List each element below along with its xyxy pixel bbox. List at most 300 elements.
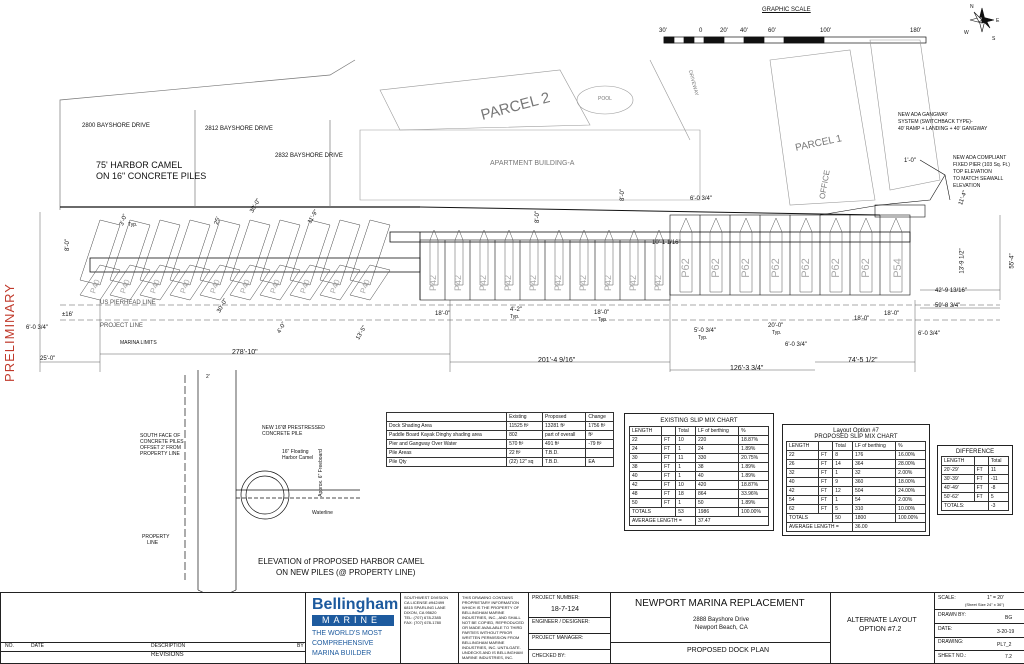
scale-tick: 180': [910, 28, 922, 34]
table-cell: FT: [974, 493, 988, 502]
table-row: [387, 431, 614, 440]
slip-label: P42: [628, 274, 639, 292]
elev-note: Waterline: [312, 510, 333, 516]
scale-tick: 0: [699, 28, 703, 34]
slip-label: P42: [578, 274, 589, 292]
rev-header: DESCRIPTION: [151, 643, 186, 649]
table-cell: -8: [988, 484, 1008, 493]
dim-label: 74'-5 1/2": [848, 357, 878, 364]
project-number-block: [528, 592, 612, 664]
project-line-label: PROJECT LINE: [100, 323, 143, 329]
totals-row: [630, 508, 769, 517]
chart-subtitle: PROPOSED SLIP MIX CHART: [814, 434, 898, 440]
project-number: 18-7-124: [551, 606, 580, 613]
elevation-title: ELEVATION of PROPOSED HARBOR CAMEL: [258, 557, 425, 566]
table-row: [387, 449, 614, 458]
table-cell: 11525 ft²: [507, 422, 543, 431]
pier-callout: FIXED PIER (103 Sq. Ft.): [953, 162, 1010, 168]
table-cell: T.B.D.: [543, 449, 586, 458]
slip-label: P62: [829, 258, 842, 278]
table-cell: FT: [819, 451, 833, 460]
dim-label: 25': [213, 216, 223, 226]
dim-label: 8'-0": [64, 239, 71, 251]
elev-note: SOUTH FACE OF: [140, 433, 181, 439]
table-cell: 364: [852, 460, 895, 469]
table-header: LENGTH: [942, 457, 975, 466]
engineer-label: ENGINEER / DESIGNER:: [532, 619, 590, 625]
slip-label: P40: [238, 278, 252, 295]
table-cell: 18.87%: [739, 436, 769, 445]
elev-note: Approx. 6" Freeboard: [317, 449, 324, 497]
proposed-slip-mix-chart: [782, 424, 930, 536]
table-header: %: [739, 427, 769, 436]
dim-label: 18'-0": [594, 310, 610, 316]
slip-label: P40: [148, 278, 162, 295]
table-cell: EA: [586, 458, 614, 467]
table-cell: 10: [676, 481, 696, 490]
table-cell: 176: [852, 451, 895, 460]
table-cell: FT: [662, 463, 676, 472]
slip-label: P42: [528, 274, 539, 292]
pier-callout: TO MATCH SEAWALL: [953, 176, 1004, 182]
elev-note: OFFSET 2' FROM: [140, 445, 181, 451]
table-row: [630, 499, 769, 508]
table-header: LF of berthing: [852, 442, 895, 451]
table-row: [387, 458, 614, 467]
table-header: Total: [676, 427, 696, 436]
table-cell: 9: [833, 478, 853, 487]
project-number-label: PROJECT NUMBER:: [532, 595, 580, 601]
table-cell: 54: [852, 496, 895, 505]
table-cell: 28.00%: [896, 460, 926, 469]
division-line: 6815 SPARLING LANE: [404, 605, 446, 610]
elevation-title: ON NEW PILES (@ PROPERTY LINE): [276, 568, 416, 577]
table-header: LENGTH: [630, 427, 662, 436]
proprietary-line: PROPRIETARY INFORMATION: [462, 600, 520, 605]
table-cell: 5: [988, 493, 1008, 502]
dim-label: 4'-0": [276, 321, 288, 335]
table-row: [787, 505, 926, 514]
table-header: Proposed: [543, 413, 586, 422]
alternate-layout: OPTION #7.2: [859, 626, 902, 633]
slip-label: P42: [553, 274, 564, 292]
dim-label: 13'-9 1/2": [959, 248, 966, 274]
dim-label: 278'-10": [232, 349, 258, 356]
division-line: CA LICENSE #942499: [404, 600, 445, 605]
table-cell: 14: [833, 460, 853, 469]
proprietary-line: INDUSTRIES, INC. UNTILGATE.: [462, 645, 521, 650]
proprietary-line: BELLINGHAM MARINE: [462, 640, 505, 645]
proprietary-line: INDUSTRIES, INC., AND SHALL: [462, 615, 521, 620]
table-row: [942, 466, 1009, 475]
slip-label: P40: [268, 278, 282, 295]
ada-callout: 40' RAMP + LANDING + 40' GANGWAY: [898, 126, 988, 132]
table-cell: 420: [695, 481, 738, 490]
table-cell: 1: [676, 472, 696, 481]
dim-label: 6'-0 3/4": [26, 325, 48, 331]
north-letter: S: [992, 36, 996, 42]
slip-label: P42: [453, 274, 464, 292]
shoreline: [60, 60, 880, 215]
table-cell: Pier and Gangway Over Water: [387, 440, 507, 449]
avg-row: [787, 523, 926, 532]
dim-label: 8'-0": [534, 211, 541, 223]
table-row: [942, 475, 1009, 484]
dim-label: Typ.: [510, 314, 520, 320]
harbor-camel-callout: ON 16" CONCRETE PILES: [96, 171, 207, 181]
table-header: %: [896, 442, 926, 451]
buildings: [360, 40, 940, 205]
table-row: [387, 422, 614, 431]
scale-sub: (Sheet Size 24" x 36"): [965, 602, 1005, 607]
elev-note: 16" Floating: [282, 449, 309, 455]
table-row: [787, 460, 926, 469]
dim-label: 25'-0": [40, 356, 56, 362]
table-row: [787, 478, 926, 487]
table-cell: 1: [676, 445, 696, 454]
table-cell: 48: [630, 490, 662, 499]
table-header: [662, 427, 676, 436]
scale-tick: 30': [659, 28, 667, 34]
dim-label: 1'-0": [904, 158, 916, 164]
table-cell: FT: [662, 499, 676, 508]
north-letter: N: [970, 4, 974, 10]
table-cell: FT: [819, 478, 833, 487]
dim-label: 4'-2": [510, 307, 522, 313]
ada-callout: SYSTEM (SWITCHBACK TYPE)-: [898, 119, 973, 125]
table-row: [630, 481, 769, 490]
dim-label: 30'-0": [249, 197, 263, 215]
table-cell: 20.75%: [739, 454, 769, 463]
table-cell: 1.89%: [739, 499, 769, 508]
table-row: [630, 472, 769, 481]
slip-label: P40: [358, 278, 372, 295]
table-cell: -11: [988, 475, 1008, 484]
dim-label: 18'-0": [854, 316, 870, 322]
elev-dim: 2': [206, 374, 210, 380]
harbor-camel-callout: 75' HARBOR CAMEL: [96, 160, 183, 170]
table-cell: 20'-29': [942, 466, 975, 475]
table-row: [942, 484, 1009, 493]
dim-label: 11'-9": [307, 209, 320, 225]
company-logo: Bellingham: [312, 596, 399, 613]
table-cell: 11: [676, 454, 696, 463]
table-cell: 12: [833, 487, 853, 496]
table-header: [819, 442, 833, 451]
table-cell: FT: [662, 490, 676, 499]
proprietary-line: BELLINGHAM MARINE: [462, 610, 505, 615]
slip-label: P42: [428, 274, 439, 292]
table-cell: 1.89%: [739, 445, 769, 454]
address-label: 2800 BAYSHORE DRIVE: [82, 123, 150, 129]
table-cell: 50'-62': [942, 493, 975, 502]
table-cell: 26: [787, 460, 819, 469]
pier-callout: NEW ADA COMPLIANT: [953, 155, 1007, 161]
dim-label: 126'-3 3/4": [730, 365, 764, 372]
slip-label: P40: [178, 278, 192, 295]
tagline: COMPREHENSIVE: [312, 640, 374, 647]
logo-band: [312, 615, 394, 626]
table-cell: 8: [833, 451, 853, 460]
table-cell: 50: [630, 499, 662, 508]
table-cell: Dock Shading Area: [387, 422, 507, 431]
elev-note: PROPERTY LINE: [140, 451, 180, 457]
dim-label: 42'-9 13/16": [935, 288, 967, 294]
dim-label: 30'-0": [216, 297, 230, 315]
division-line: DIXON, CA 95620: [404, 610, 437, 615]
dim-label: Typ.: [598, 317, 608, 323]
table-row: [630, 454, 769, 463]
manager-label: PROJECT MANAGER:: [532, 635, 584, 641]
proprietary-line: UNDECKS AND IS BELLINGHAM: [462, 650, 523, 655]
comparison-table: [386, 412, 614, 467]
table-header: LF of berthing: [695, 427, 738, 436]
table-cell: FT: [662, 481, 676, 490]
proprietary-line: NOT BE COPIED, REPRODUCED: [462, 620, 524, 625]
table-cell: 220: [695, 436, 738, 445]
table-cell: 310: [852, 505, 895, 514]
table-cell: FT: [974, 475, 988, 484]
dim-label: 59'-8 3/4": [935, 303, 961, 309]
table-row: [630, 436, 769, 445]
table-cell: 40: [630, 472, 662, 481]
scale-tick: 60': [768, 28, 776, 34]
scale-label: SCALE:: [938, 595, 956, 601]
table-cell: AVERAGE LENGTH =: [787, 523, 853, 532]
pier-callout: TOP ELEVATION: [953, 169, 992, 175]
table-cell: 30'-39': [942, 475, 975, 484]
graphic-scale-title: GRAPHIC SCALE: [762, 7, 811, 13]
table-cell: 13281 ft²: [543, 422, 586, 431]
table-cell: 1: [676, 499, 696, 508]
table-cell: part of overall: [543, 431, 586, 440]
table-cell: 1: [833, 469, 853, 478]
drawn-value: BG: [1005, 615, 1013, 621]
parcel1-label: PARCEL 1: [794, 133, 843, 154]
table-cell: 864: [695, 490, 738, 499]
difference-table: [937, 445, 1013, 515]
table-cell: 802: [507, 431, 543, 440]
table-row: [787, 487, 926, 496]
proprietary-line: OR MADE AVAILABLE TO THIRD: [462, 625, 523, 630]
dim-label: 6'-0 3/4": [690, 196, 712, 202]
table-cell: 18.87%: [739, 481, 769, 490]
table-cell: 1.89%: [739, 472, 769, 481]
drawing-value: PL7_2: [997, 642, 1012, 648]
table-cell: 1: [676, 463, 696, 472]
table-cell: TOTALS:: [942, 502, 989, 511]
proprietary-line: MARINE INDUSTRIES, INC.: [462, 655, 514, 660]
slip-label: P40: [118, 278, 132, 295]
scale-tick: 40': [740, 28, 748, 34]
table-cell: Pile Qty: [387, 458, 507, 467]
table-cell: 42: [787, 487, 819, 496]
dim-label: 201'-4 9/16": [538, 357, 576, 364]
table-cell: 54: [787, 496, 819, 505]
revisions-label: REVISIONS: [151, 652, 184, 658]
table-cell: -3: [988, 502, 1008, 511]
slip-label: P62: [739, 258, 752, 278]
rev-header: NO.: [5, 643, 14, 649]
table-cell: 1986: [695, 508, 738, 517]
table-cell: FT: [662, 472, 676, 481]
table-cell: 22: [787, 451, 819, 460]
dim-label: 6'-0 3/4": [918, 331, 940, 337]
table-cell: 1: [833, 496, 853, 505]
elev-note: LINE: [147, 540, 159, 546]
north-letter: E: [996, 18, 1000, 24]
table-cell: 40'-49': [942, 484, 975, 493]
table-cell: 22: [630, 436, 662, 445]
table-cell: 2.00%: [896, 469, 926, 478]
slip-label: P42: [603, 274, 614, 292]
table-cell: FT: [662, 436, 676, 445]
proprietary-line: WHICH IS THE PROPERTY OF: [462, 605, 520, 610]
table-cell: 5: [833, 505, 853, 514]
project-title: NEWPORT MARINA REPLACEMENT: [635, 598, 805, 609]
table-cell: 11: [988, 466, 1008, 475]
table-cell: TOTALS: [630, 508, 676, 517]
table-cell: 24: [695, 445, 738, 454]
ada-gangway: [817, 160, 950, 217]
slip-label: P62: [859, 258, 872, 278]
sheet-value: 7.2: [1005, 654, 1012, 660]
apartment-label: APARTMENT BUILDING-A: [490, 160, 575, 167]
sheet-info-block: [934, 592, 1024, 664]
date-value: 3-20-19: [997, 629, 1015, 635]
chart-title: DIFFERENCE: [955, 449, 995, 455]
table-cell: FT: [662, 454, 676, 463]
dim-label: 11'-4": [958, 189, 969, 207]
slip-label: P42: [478, 274, 489, 292]
elev-note: PROPERTY: [142, 534, 170, 540]
address-label: 2812 BAYSHORE DRIVE: [205, 126, 273, 132]
slip-label: P62: [679, 258, 692, 278]
scale-tick: 100': [820, 28, 832, 34]
dim-label: 20'-0": [768, 323, 784, 329]
project-address: 2888 Bayshore Drive: [693, 617, 750, 623]
project-title-block: [610, 592, 832, 664]
table-cell: FT: [819, 505, 833, 514]
table-cell: 50: [833, 514, 853, 523]
table-cell: FT: [819, 496, 833, 505]
table-header: [387, 413, 507, 422]
table-cell: FT: [819, 469, 833, 478]
table-cell: FT: [974, 466, 988, 475]
table-cell: 40: [695, 472, 738, 481]
pier-callout: ELEVATION: [953, 183, 981, 189]
table-cell: 16.00%: [896, 451, 926, 460]
dim-label: 8'-0": [619, 189, 626, 201]
proprietary-block: [458, 592, 530, 664]
table-cell: FT: [974, 484, 988, 493]
elev-note: Harbor Camel: [282, 455, 314, 461]
table-cell: Pile Areas: [387, 449, 507, 458]
totals-row: [787, 514, 926, 523]
dim-label: 18'-0": [435, 311, 451, 317]
slip-label: P62: [769, 258, 782, 278]
table-cell: 50: [695, 499, 738, 508]
slip-label: P54: [891, 258, 904, 278]
table-cell: 53: [676, 508, 696, 517]
table-row: [787, 451, 926, 460]
division-line: TEL: (707) 678-2385: [404, 615, 441, 620]
table-cell: 1800: [852, 514, 895, 523]
table-header: Total: [988, 457, 1008, 466]
rev-header: DATE: [31, 643, 44, 649]
sheet-label: SHEET NO.:: [938, 653, 967, 659]
checked-label: CHECKED BY:: [532, 653, 566, 659]
north-letter: W: [964, 30, 969, 36]
chart-title: EXISTING SLIP MIX CHART: [660, 418, 738, 424]
dim-label: Typ.: [698, 335, 708, 341]
table-header: Total: [833, 442, 853, 451]
dim-label: 10'-1 1/16": [652, 240, 681, 246]
table-cell: 2.00%: [896, 496, 926, 505]
elev-note: CONCRETE PILES: [140, 439, 184, 445]
table-cell: 32: [787, 469, 819, 478]
table-cell: T.B.D.: [543, 458, 586, 467]
table-cell: TOTALS: [787, 514, 833, 523]
table-cell: FT: [819, 487, 833, 496]
table-cell: 10: [676, 436, 696, 445]
slip-label: P40: [208, 278, 222, 295]
dim-label: 3'-0": [119, 213, 129, 227]
preliminary-stamp: PRELIMINARY: [1, 283, 17, 382]
table-cell: 360: [852, 478, 895, 487]
table-cell: 100.00%: [739, 508, 769, 517]
date-label: DATE:: [938, 626, 953, 632]
company-logo-sub: MARINE: [322, 615, 382, 625]
table-cell: FT: [819, 460, 833, 469]
table-cell: 330: [695, 454, 738, 463]
logo-block: [305, 592, 402, 664]
table-row: [387, 440, 614, 449]
table-cell: 32: [852, 469, 895, 478]
table-cell: 570 ft²: [507, 440, 543, 449]
table-cell: 491 ft²: [543, 440, 586, 449]
table-cell: 1756 ft²: [586, 422, 614, 431]
table-cell: FT: [662, 445, 676, 454]
table-cell: 36.00: [852, 523, 925, 532]
table-header: LENGTH: [787, 442, 819, 451]
dim-label: 5'-0 3/4": [694, 328, 716, 334]
dim-label: 13'-5": [355, 324, 369, 342]
table-cell: AVERAGE LENGTH =: [630, 517, 696, 526]
table-cell: [586, 449, 614, 458]
table-header: Existing: [507, 413, 543, 422]
pool-label: POOL: [598, 96, 612, 102]
table-cell: (22) 12" sq: [507, 458, 543, 467]
table-cell: 18.00%: [896, 478, 926, 487]
proprietary-line: THIS DRAWING CONTAINS: [462, 595, 513, 600]
drawing-label: DRAWING:: [938, 639, 964, 645]
table-cell: 100.00%: [896, 514, 926, 523]
table-cell: Paddle Board Kayak Dinghy shading area: [387, 431, 507, 440]
table-cell: 18: [676, 490, 696, 499]
slip-label: P40: [328, 278, 342, 295]
pierhead-line-label: US PIERHEAD LINE: [100, 300, 156, 306]
proprietary-line: WRITTEN PERMISSION FROM: [462, 635, 520, 640]
north-arrow-graphic: [970, 8, 994, 32]
boat-outlines: [430, 218, 902, 292]
scale-value: 1" = 20': [987, 595, 1004, 601]
dim-label: ±16': [62, 312, 74, 318]
marina-limits-label: MARINA LIMITS: [120, 340, 157, 346]
table-cell: 38: [695, 463, 738, 472]
totals-row: [942, 502, 1009, 511]
table-row: [630, 445, 769, 454]
